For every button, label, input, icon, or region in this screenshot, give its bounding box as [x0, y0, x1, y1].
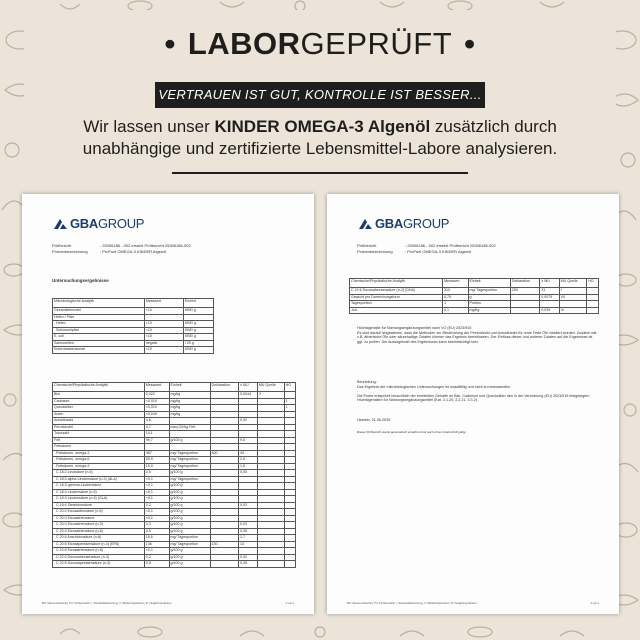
- table-cell: mg/ Tagesportion: [169, 541, 210, 548]
- table-cell: KBE/ g: [183, 321, 213, 328]
- table-cell: 1: [284, 405, 295, 412]
- gba-logo-icon: [54, 217, 67, 230]
- headline-bullet-right: •: [464, 26, 476, 61]
- intro-text: [40, 116, 600, 160]
- table-cell: Gewicht pro Darreichungsform: [350, 294, 443, 301]
- column-header: HG: [587, 279, 599, 288]
- table-cell: KBE/ g: [183, 308, 213, 315]
- table-cell: Anisidinzahl: [53, 418, 145, 425]
- headline-bullet-left: •: [164, 26, 176, 61]
- column-header: ± MU: [540, 279, 559, 288]
- table-cell: Cadmium: [53, 398, 145, 405]
- table-cell: g/100 g: [169, 437, 210, 444]
- column-header: Einheit: [183, 299, 213, 308]
- tagline-banner: VERTRAUEN IST GUT, KONTROLLE IST BESSER...: [155, 82, 485, 108]
- chem-table: [52, 382, 296, 568]
- table-cell: g/100 g: [169, 561, 210, 568]
- table-cell: g/100 g: [169, 515, 210, 522]
- table-cell: <0,1: [144, 476, 169, 483]
- table-cell: 3,5: [144, 561, 169, 568]
- column-header: Einheit: [468, 279, 510, 288]
- table-cell: 16,6: [144, 535, 169, 542]
- table-cell: 0,92: [239, 418, 258, 425]
- table-cell: g/100 g: [169, 509, 210, 516]
- table-cell: 310: [443, 288, 468, 295]
- table-cell: 2,6: [239, 457, 258, 464]
- page-number: 2 von 4: [285, 601, 294, 605]
- table-cell: 25,9: [144, 457, 169, 464]
- table-cell: 0,022: [144, 392, 169, 399]
- table-cell: Jod: [350, 307, 443, 314]
- table-cell: 0,0075: [540, 294, 559, 301]
- table-cell: g/100 g: [169, 522, 210, 529]
- table-cell: Portion: [468, 301, 510, 308]
- table-cell: C 18:3 alpha-Linolensäure (n-3) (ALA): [53, 476, 145, 483]
- column-header: MU Quelle: [257, 383, 284, 392]
- intro-after: zusätzlich durch unabhängige und zertifizierte Lebensmittel-Labore analysieren.: [82, 117, 558, 158]
- table-header-row: [350, 279, 599, 288]
- table-cell: KBE/ g: [183, 334, 213, 341]
- report-header: [357, 242, 537, 254]
- table-cell: 9,6: [239, 437, 258, 444]
- table-cell: [510, 307, 539, 314]
- table-cell: [284, 561, 295, 568]
- sample-value: : ProFuel OMEGA-3 KINDER Algenöl: [100, 248, 167, 254]
- gba-logo-text: GBAGROUP: [375, 215, 450, 231]
- gba-logo: [359, 216, 449, 230]
- table-cell: 4,7: [144, 424, 169, 431]
- headline: [0, 26, 640, 62]
- table-cell: C 20:4 Arachidonsäure (n-6): [53, 535, 145, 542]
- table-cell: <10: [144, 308, 183, 315]
- table-cell: C 18:2 Linolsäure (n-6): [53, 470, 145, 477]
- table-cell: mg/ Tagesportion: [169, 463, 210, 470]
- report-page-1: [22, 194, 314, 614]
- sample-label: Probenbezeichnung: [357, 248, 393, 254]
- column-header: MU Quelle: [559, 279, 587, 288]
- table-cell: 0,2: [144, 554, 169, 561]
- micro-table: [52, 298, 214, 354]
- column-header: ± MU: [239, 383, 258, 392]
- divider: [172, 172, 468, 174]
- table-cell: g/100 g: [169, 502, 210, 509]
- table-cell: <0,1: [144, 483, 169, 490]
- table-cell: 400: [210, 450, 238, 457]
- table-cell: Gesamtkeimzahl: [53, 308, 145, 315]
- table-cell: mg/ Tagesportion: [468, 288, 510, 295]
- table-cell: Fettsäuren, omega-6: [53, 457, 145, 464]
- table-cell: mg/kg: [169, 411, 210, 418]
- table-cell: C 20:3 Eicosatriensäure (n-3): [53, 522, 145, 529]
- table-cell: 99,7: [144, 437, 169, 444]
- report-number-value: : 25306186 - 002 ersetzt Prüfbericht 25306186-002: [405, 242, 496, 248]
- table-cell: mg/kg: [169, 405, 210, 412]
- table-cell: g/100 g: [169, 528, 210, 535]
- table-cell: 0,02: [239, 554, 258, 561]
- table-cell: negativ: [144, 340, 183, 347]
- table-cell: mg/ Tagesportion: [169, 476, 210, 483]
- table-cell: g/100 g: [169, 483, 210, 490]
- table-cell: C 20:5 Eicosapentaensäure (n-3) (EPA): [53, 541, 145, 548]
- table-cell: 0,3: [144, 522, 169, 529]
- chem-table-continued: [349, 278, 599, 314]
- table-cell: C 20:3 Eicosatriensäure: [53, 515, 145, 522]
- table-cell: mg/kg: [169, 392, 210, 399]
- section-title: Untersuchungsergebnisse: [52, 278, 109, 283]
- signature-note: Dieser Prüfbericht wurde automatisch erstellt und ist auch ohne Unterschrift gültig.: [357, 430, 467, 434]
- table-header-row: [53, 383, 296, 392]
- table-cell: I: [559, 288, 587, 295]
- table-cell: 0,05: [239, 528, 258, 535]
- table-cell: <0,1: [144, 509, 169, 516]
- table-row: [53, 561, 296, 568]
- column-header: Messwert: [443, 279, 468, 288]
- table-cell: Fettsäuren, omega-9: [53, 463, 145, 470]
- table-cell: C 20:3 Eicosatriensäure (n-6): [53, 528, 145, 535]
- sample-label: Probenbezeichnung: [52, 248, 88, 254]
- column-header: Deklaration: [510, 279, 539, 288]
- table-cell: 0,0044: [239, 392, 258, 399]
- headline-thin: GEPRÜFT: [300, 26, 453, 61]
- table-cell: <0,010: [144, 405, 169, 412]
- table-cell: 31: [540, 288, 559, 295]
- table-cell: mg/kg: [169, 398, 210, 405]
- column-header: Mikrobiologische Analytik: [53, 299, 145, 308]
- table-cell: <0,040: [144, 411, 169, 418]
- table-cell: g/100 g: [169, 548, 210, 555]
- column-header: Messwert: [144, 299, 183, 308]
- table-cell: 0,025: [540, 307, 559, 314]
- table-cell: meq O2/kg Fett: [169, 424, 210, 431]
- table-cell: 14,1: [144, 431, 169, 438]
- column-header: Einheit: [169, 383, 210, 392]
- table-cell: 0,03: [239, 522, 258, 529]
- table-cell: 15,9: [144, 463, 169, 470]
- table-cell: 0,05: [239, 470, 258, 477]
- table-cell: Enterobacteriaceae: [53, 347, 145, 354]
- table-cell: Peroxidzahl: [53, 424, 145, 431]
- table-cell: 1,6: [239, 463, 258, 470]
- table-cell: 14: [239, 541, 258, 548]
- table-cell: 0,5: [144, 528, 169, 535]
- table-cell: mg/ Tagesportion: [169, 535, 210, 542]
- table-cell: Quecksilber: [53, 405, 145, 412]
- table-cell: C 18:3 Linolensäure (n-6): [53, 489, 145, 496]
- table-cell: 0,1: [443, 307, 468, 314]
- table-cell: 1,7: [239, 535, 258, 542]
- page-number: 3 von 4: [590, 601, 599, 605]
- report-number-value: : 25306186 - 002 ersetzt Prüfbericht 25306186-002: [100, 242, 191, 248]
- table-cell: 250: [510, 288, 539, 295]
- table-cell: mg/ Tagesportion: [169, 457, 210, 464]
- table-cell: 136: [144, 541, 169, 548]
- table-cell: g/100 g: [169, 489, 210, 496]
- footer-legend: MU: Messunsicherheit, TN: Tochterinstitut, I: Standardabweichung, II: Wiederholpräzision, III: Vergleichspräzision: [347, 601, 477, 605]
- column-header: Deklaration: [210, 383, 238, 392]
- table-cell: C 20:2 Eicosadiensäure (n-6): [53, 509, 145, 516]
- table-cell: g/100 g: [169, 496, 210, 503]
- column-header: Chemische/Physikalische Analytik: [350, 279, 443, 288]
- table-cell: Fett: [53, 437, 145, 444]
- table-cell: Tagesportion: [350, 301, 443, 308]
- table-cell: Salmonellen: [53, 340, 145, 347]
- table-cell: Fettsäuren: [53, 444, 145, 451]
- table-cell: g/100 g: [169, 554, 210, 561]
- table-cell: 0,35: [239, 561, 258, 568]
- table-header-row: [53, 299, 214, 308]
- place-date: Hameln, 21.05.2025: [357, 418, 391, 422]
- table-cell: IV: [559, 307, 587, 314]
- table-cell: Arsen: [53, 411, 145, 418]
- intro-before: Wir lassen unser: [83, 117, 215, 136]
- table-cell: 49: [239, 450, 258, 457]
- table-cell: 0,2: [144, 502, 169, 509]
- table-row: [350, 288, 599, 295]
- table-cell: / 25 g: [183, 340, 213, 347]
- report-header: [52, 242, 232, 254]
- table-cell: Hefen: [53, 321, 145, 328]
- table-cell: Schimmelpilze: [53, 327, 145, 334]
- table-cell: C 18:4 Stearidonsäure: [53, 502, 145, 509]
- table-cell: <0,1: [144, 496, 169, 503]
- table-cell: <10: [144, 347, 183, 354]
- report-page-2: [327, 194, 619, 614]
- table-cell: 0,02: [239, 502, 258, 509]
- table-cell: C 22:5 Eicosatriensäure (n-6): [53, 548, 145, 555]
- table-cell: 487: [144, 450, 169, 457]
- table-cell: C 22:0 Docosahexaensäure (n-3): [53, 554, 145, 561]
- table-cell: E. coli: [53, 334, 145, 341]
- table-cell: 3: [257, 392, 284, 399]
- table-cell: [587, 307, 599, 314]
- table-cell: [257, 561, 284, 568]
- headline-bold: LABOR: [187, 26, 301, 61]
- table-cell: 130: [210, 541, 238, 548]
- table-row: [350, 307, 599, 314]
- table-cell: VII: [559, 294, 587, 301]
- table-cell: g: [468, 294, 510, 301]
- table-cell: 1: [284, 398, 295, 405]
- table-cell: C 22:6 Docosahexaensäure (n-3) (DHA): [350, 288, 443, 295]
- sample-value: : ProFuel OMEGA-3 KINDER Algenöl: [405, 248, 472, 254]
- table-cell: <10: [144, 334, 183, 341]
- table-cell: 0,75: [443, 294, 468, 301]
- methods-note: Höchstgehalte für Nahrungsergänzungsmittel nach VO (EU) 2023/915 Es wird darauf hingewiesen, dass die Methoden zur Bestimmung der Peroxidzahl und Anisidinzahl für reine Fette Öle validiert wurden. Zusätze wie z.B. ätherische Öle oder säurehaltige Zutaten können das Ergebnis beeinflussen. Der Einfluss dieser und anderer Zutaten auf die Ergebnisse ist ggf. zu prüfen. Die Aussagekraft des Ergebnisses kann beeinträchtigt sein.: [357, 326, 597, 344]
- column-header: HG: [284, 383, 295, 392]
- table-cell: <0,010: [144, 398, 169, 405]
- table-cell: Hefen / Pilze: [53, 314, 145, 321]
- table-cell: Fettsäuren, omega-3: [53, 450, 145, 457]
- table-cell: KBE/ g: [183, 327, 213, 334]
- report-number-label: Prüfbericht: [357, 242, 377, 248]
- table-cell: <0,1: [144, 548, 169, 555]
- column-header: Messwert: [144, 383, 169, 392]
- table-cell: Blei: [53, 392, 145, 399]
- table-cell: <0,1: [144, 515, 169, 522]
- table-cell: Totoxzahl: [53, 431, 145, 438]
- intro-product-name: KINDER OMEGA-3 Algenöl: [214, 117, 431, 136]
- table-cell: <10: [144, 327, 183, 334]
- table-row: [53, 347, 214, 354]
- table-cell: 4,6: [144, 418, 169, 425]
- page-footer: [347, 602, 599, 605]
- table-cell: [210, 561, 238, 568]
- table-cell: KBE/ g: [183, 347, 213, 354]
- table-cell: C 18:3 gamma-Linolensäure: [53, 483, 145, 490]
- table-cell: mg/ Tagesportion: [169, 450, 210, 457]
- report-number-label: Prüfbericht: [52, 242, 72, 248]
- table-cell: <0,1: [144, 489, 169, 496]
- assessment: Beurteilung: Das Ergebnis der mikrobiologischen Untersuchungen ist unauffällig und nicht zu beanstanden. Die Probe entspricht hinsichtlich der ermittelten Gehalte an Blei, Cadmium und Quecksilber den in der Verordnung (EU) 2023/915 festgelegten Höchstgehalten für Nahrungsergänzungsmittel (Kat. 3.1.20, 3.2.21, 3.3.2).: [357, 380, 590, 403]
- table-cell: <10: [144, 321, 183, 328]
- gba-logo-text: GBAGROUP: [70, 215, 145, 231]
- column-header: Chemische/Physikalische Analytik: [53, 383, 145, 392]
- footer-legend: MU: Messunsicherheit, TN: Tochterinstitut, I: Standardabweichung, II: Wiederholpräzision, III: Vergleichspräzision: [42, 601, 172, 605]
- gba-logo-icon: [359, 217, 372, 230]
- table-cell: 1: [443, 301, 468, 308]
- table-cell: 0,5: [144, 470, 169, 477]
- gba-logo: [54, 216, 144, 230]
- table-cell: g/100 g: [169, 470, 210, 477]
- table-cell: C 22:5 Docosapentaensäure (n-3): [53, 561, 145, 568]
- table-cell: C 18:3 Linolensäure (n-6) (GLA): [53, 496, 145, 503]
- table-cell: mg/kg: [468, 307, 510, 314]
- page-footer: [42, 602, 294, 605]
